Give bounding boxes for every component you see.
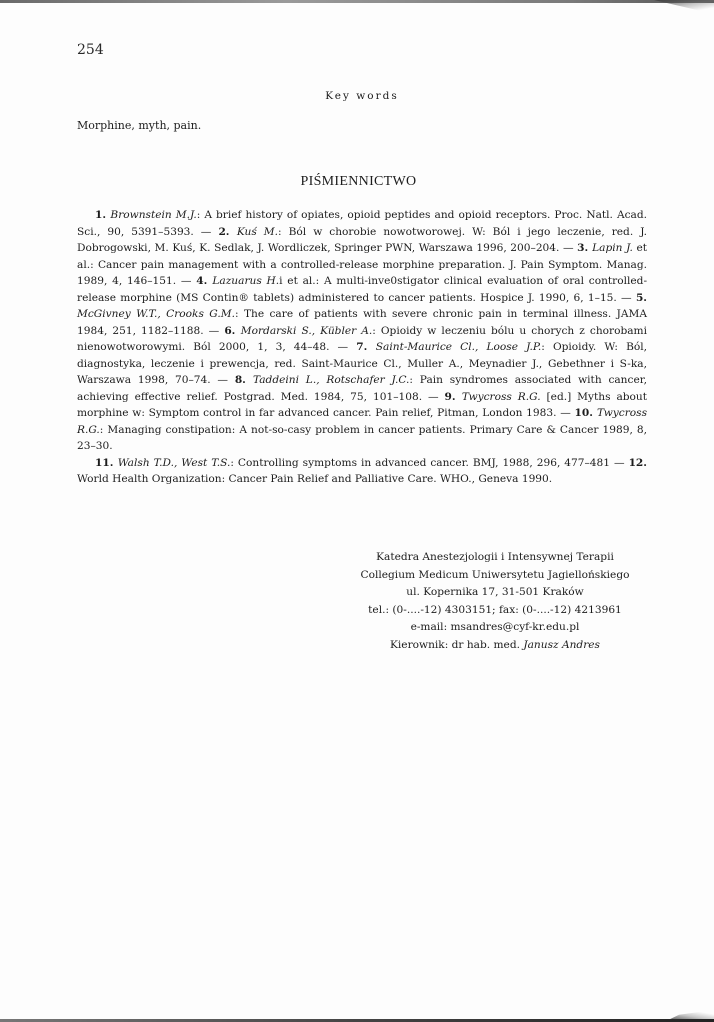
reference-number: 2. bbox=[218, 225, 237, 238]
reference-text: : The care of patients with severe chronic pain in terminal illness. JAMA 1984, 251, 1182–1188. — bbox=[77, 308, 648, 337]
reference-number: 9. bbox=[444, 390, 462, 403]
reference-number: 11. bbox=[95, 456, 118, 469]
reference-number: 12. bbox=[628, 456, 647, 469]
reference-authors: McGivney W.T., Crooks G.M. bbox=[77, 308, 235, 320]
reference-text: et al.: Cancer pain management with a controlled-release morphine preparation. J. Pain Symptom. Manag. 1989, 4, 146–151. — bbox=[77, 242, 647, 287]
affiliation-institution: Collegium Medicum Uniwersytetu Jagiellońskiego bbox=[360, 568, 630, 581]
reference-paragraph bbox=[77, 207, 647, 455]
keywords-text: Morphine, myth, pain. bbox=[77, 119, 202, 132]
reference-text: i et al.: A multi-inve0stigator clinical evaluation of oral controlled-release morphine (MS Contin® tablets) administered to cancer patients. Hospice J. 1990, 6, 1–15. — bbox=[77, 275, 648, 304]
reference-text: : Opioidy. W: Ból, diagnostyka, leczenie i prewencja, red. Saint-Maurice Cl., Muller A., Meynadier J., Gebethner i S-ka, Warszawa 1998, 70–74. — bbox=[77, 341, 647, 386]
scan-shadow-top-right bbox=[654, 0, 714, 14]
bibliography-heading: PIŚMIENNICTWO bbox=[300, 174, 417, 189]
reference-text: [ed.] Myths about morphine w: Symptom control in far advanced cancer. Pain relief, Pitman, London 1983. — bbox=[77, 390, 648, 419]
reference-number: 7. bbox=[356, 341, 376, 353]
reference-text: : Controlling symptoms in advanced cancer. BMJ, 1988, 296, 477–481 — bbox=[230, 456, 629, 469]
reference-authors: Lazuarus H. bbox=[212, 275, 280, 287]
reference-authors: Lapin J. bbox=[592, 242, 633, 254]
reference-number: 6. bbox=[224, 324, 241, 337]
reference-number: 5. bbox=[635, 291, 647, 304]
reference-text: World Health Organization: Cancer Pain Relief and Palliative Care. WHO., Geneva 1990. bbox=[77, 473, 553, 485]
reference-text: : Managing constipation: A not-so-casy problem in cancer patients. Primary Care & Cancer 1989, 8, 23–30. bbox=[77, 423, 647, 452]
reference-paragraph bbox=[77, 455, 647, 488]
reference-authors: Brownstein M.J. bbox=[110, 209, 197, 221]
reference-entry bbox=[95, 457, 629, 469]
affiliation-head bbox=[330, 637, 660, 655]
scan-edge-top bbox=[0, 0, 714, 3]
reference-authors: Twycross R.G. bbox=[77, 407, 648, 436]
reference-number: 4. bbox=[196, 275, 213, 287]
reference-authors: Saint-Maurice Cl., Loose J.P. bbox=[375, 341, 542, 353]
reference-authors: Mordarski S., Kübler A. bbox=[240, 324, 373, 337]
reference-authors: Taddeini L., Rotschafer J.C. bbox=[253, 374, 410, 386]
affiliation-department: Katedra Anestezjologii i Intensywnej Terapii bbox=[376, 551, 614, 563]
affiliation-address: ul. Kopernika 17, 31-501 Kraków bbox=[406, 586, 584, 598]
page-number: 254 bbox=[77, 42, 104, 58]
reference-authors: Twycross R.G. bbox=[461, 390, 541, 403]
reference-number: 8. bbox=[234, 374, 253, 386]
reference-authors: Kuś M. bbox=[236, 225, 279, 238]
reference-number: 3. bbox=[577, 242, 593, 254]
affiliation-head-name: Janusz Andres bbox=[523, 638, 600, 651]
reference-text: : A brief history of opiates, opioid peptides and opioid receptors. Proc. Natl. Acad. Sci., 90, 5391–5393. — bbox=[77, 209, 647, 238]
reference-list bbox=[77, 207, 647, 488]
affiliation-block bbox=[330, 549, 660, 654]
reference-text: : Pain syndromes associated with cancer, achieving effective relief. Postgrad. Med. 1984, 75, 101–108. — bbox=[77, 374, 647, 403]
reference-authors: Walsh T.D., West T.S. bbox=[117, 456, 231, 469]
affiliation-phone-fax: tel.: (0-....-12) 4303151; fax: (0-....-12) 4213961 bbox=[368, 603, 622, 616]
reference-number: 1. bbox=[95, 209, 111, 221]
affiliation-email: e-mail: msandres@cyf-kr.edu.pl bbox=[410, 621, 580, 633]
reference-text: : Ból w chorobie nowotworowej. W: Ból i jego leczenie, red. J. Dobrogowski, M. Kuś, K. Sedlak, J. Wordliczek, Springer PWN, Warszawa 1996, 200–204. — bbox=[77, 225, 648, 254]
reference-number: 10. bbox=[574, 407, 598, 419]
keywords-heading: Key words bbox=[325, 90, 399, 102]
reference-text: : Opioidy w leczeniu bólu u chorych z chorobami nienowotworowymi. Ból 2000, 1, 3, 44–48. — bbox=[77, 324, 647, 353]
affiliation-head-label: Kierownik: dr hab. med. bbox=[390, 638, 524, 651]
